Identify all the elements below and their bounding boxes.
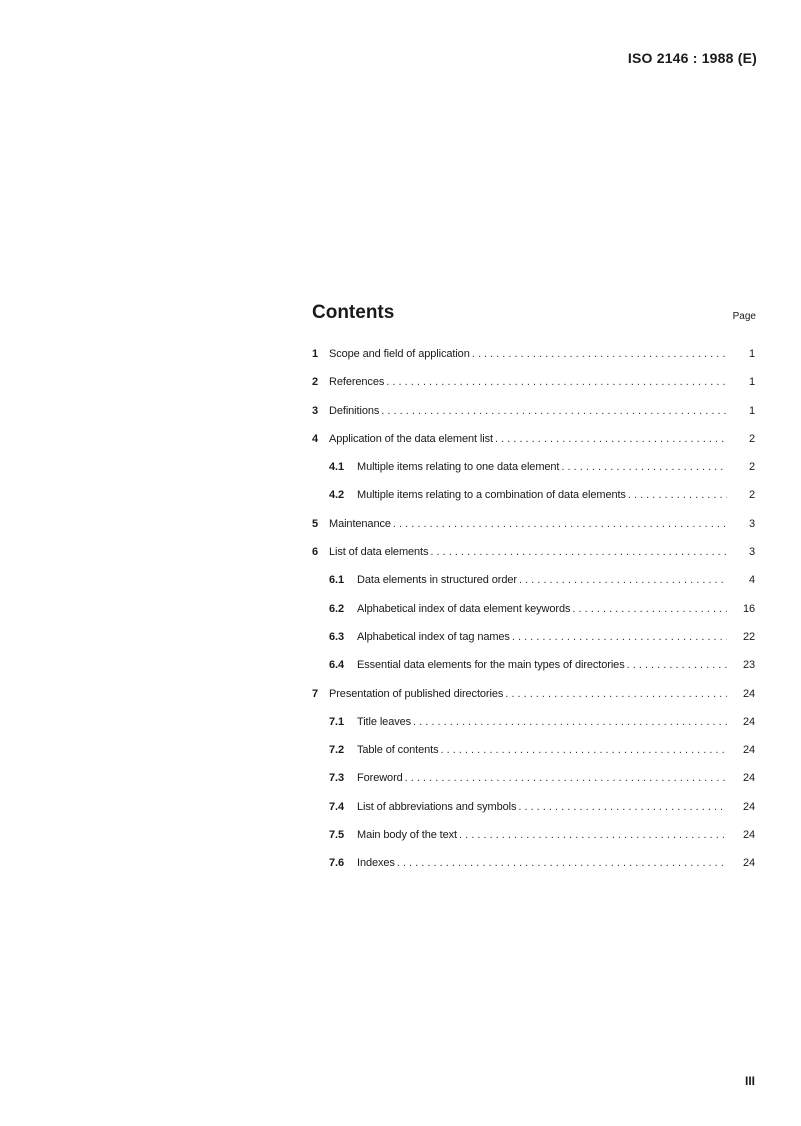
dot-leader — [512, 631, 727, 643]
toc-entry-label: Alphabetical index of data element keywords — [357, 602, 571, 615]
toc-entry-number: 2 — [312, 376, 319, 389]
dot-leader — [495, 433, 727, 445]
toc-entry-number: 6.4 — [329, 659, 344, 672]
dot-leader — [628, 489, 727, 501]
document-header-standard: ISO 2146 : 1988 (E) — [627, 50, 757, 66]
page-number: III — [744, 1074, 755, 1088]
toc-entry-label: Indexes — [357, 857, 395, 870]
dot-leader — [505, 688, 727, 700]
toc-subentry[interactable] — [312, 744, 755, 772]
toc-entry-page: 4 — [748, 574, 755, 587]
toc-entry-label: Data elements in structured order — [357, 574, 517, 587]
toc-entry[interactable] — [312, 376, 755, 404]
toc-entry-page: 1 — [748, 404, 755, 417]
toc-entry-page: 24 — [742, 744, 755, 757]
toc-entry-number: 1 — [312, 348, 319, 360]
dot-leader — [430, 546, 727, 558]
toc-subentry[interactable] — [312, 489, 755, 517]
toc-entry-number: 7.6 — [329, 857, 344, 870]
table-of-contents — [312, 348, 755, 886]
dot-leader — [405, 772, 727, 784]
toc-entry-number: 7.4 — [329, 800, 344, 813]
toc-entry-number: 7.3 — [329, 772, 344, 785]
toc-entry-page: 2 — [748, 432, 755, 445]
toc-subentry[interactable] — [312, 631, 755, 659]
dot-leader — [572, 603, 727, 615]
dot-leader — [472, 348, 727, 360]
toc-entry-label: References — [329, 376, 385, 389]
toc-entry[interactable] — [312, 405, 755, 433]
toc-subentry[interactable] — [312, 801, 755, 829]
toc-subentry[interactable] — [312, 772, 755, 800]
toc-entry-number: 7 — [312, 687, 319, 700]
toc-subentry[interactable] — [312, 461, 755, 489]
toc-entry[interactable] — [312, 433, 755, 461]
toc-subentry[interactable] — [312, 659, 755, 687]
toc-entry-page: 24 — [742, 715, 755, 728]
toc-entry-page: 2 — [748, 489, 755, 502]
dot-leader — [393, 518, 727, 530]
dot-leader — [519, 574, 727, 586]
toc-entry-page: 3 — [748, 517, 755, 530]
toc-entry-page: 2 — [748, 461, 755, 474]
toc-entry-label: Presentation of published directories — [329, 687, 504, 700]
contents-title: Contents — [312, 302, 395, 323]
toc-entry-number: 6.3 — [329, 630, 344, 643]
dot-leader — [413, 716, 727, 728]
toc-entry-page: 3 — [748, 546, 755, 559]
dot-leader — [627, 659, 727, 671]
toc-subentry[interactable] — [312, 857, 755, 885]
toc-entry-page: 1 — [748, 376, 755, 389]
dot-leader — [561, 461, 727, 473]
toc-entry-label: Main body of the text — [357, 829, 458, 842]
toc-entry-page: 24 — [742, 829, 755, 842]
toc-entry-label: Essential data elements for the main types of directories — [357, 659, 625, 672]
toc-entry-page: 22 — [742, 630, 755, 643]
toc-entry-label: Multiple items relating to a combination of data elements — [357, 489, 626, 502]
toc-entry-label: Title leaves — [357, 715, 412, 728]
dot-leader — [518, 801, 727, 813]
toc-entry-label: Alphabetical index of tag names — [357, 630, 510, 643]
toc-subentry[interactable] — [312, 716, 755, 744]
toc-entry-label: Definitions — [329, 404, 380, 417]
toc-entry-number: 5 — [312, 517, 319, 530]
toc-entry-number: 7.2 — [329, 744, 344, 757]
toc-entry-label: Maintenance — [329, 517, 391, 530]
toc-entry-page: 24 — [742, 800, 755, 813]
toc-entry-number: 7.5 — [329, 829, 344, 842]
toc-entry-page: 24 — [742, 687, 755, 700]
page-column-label: Page — [732, 311, 756, 322]
dot-leader — [459, 829, 727, 841]
toc-entry-page: 24 — [742, 772, 755, 785]
toc-subentry[interactable] — [312, 574, 755, 602]
toc-entry[interactable] — [312, 348, 755, 376]
dot-leader — [397, 857, 727, 869]
dot-leader — [381, 405, 727, 417]
toc-entry-label: Scope and field of application — [329, 348, 470, 360]
toc-entry-number: 4 — [312, 432, 319, 445]
toc-entry-label: Application of the data element list — [329, 432, 493, 445]
toc-entry-page: 16 — [742, 602, 755, 615]
toc-entry[interactable] — [312, 546, 755, 574]
toc-entry-number: 6.2 — [329, 602, 344, 615]
toc-subentry[interactable] — [312, 603, 755, 631]
toc-subentry[interactable] — [312, 829, 755, 857]
toc-entry-number: 6 — [312, 546, 319, 559]
toc-entry-number: 7.1 — [329, 715, 344, 728]
toc-entry-label: List of data elements — [329, 546, 429, 559]
toc-entry[interactable] — [312, 518, 755, 546]
toc-entry-number: 4.2 — [329, 489, 344, 502]
toc-entry-label: List of abbreviations and symbols — [357, 800, 517, 813]
toc-entry-number: 6.1 — [329, 574, 344, 587]
toc-entry-label: Table of contents — [357, 744, 439, 757]
toc-entry-label: Foreword — [357, 772, 403, 785]
toc-entry-page: 24 — [742, 857, 755, 870]
toc-entry-number: 3 — [312, 404, 319, 417]
toc-entry-page: 1 — [748, 348, 755, 360]
toc-entry[interactable] — [312, 688, 755, 716]
dot-leader — [386, 376, 727, 388]
toc-entry-number: 4.1 — [329, 461, 344, 474]
toc-entry-label: Multiple items relating to one data element — [357, 461, 560, 474]
toc-entry-page: 23 — [742, 659, 755, 672]
dot-leader — [440, 744, 727, 756]
